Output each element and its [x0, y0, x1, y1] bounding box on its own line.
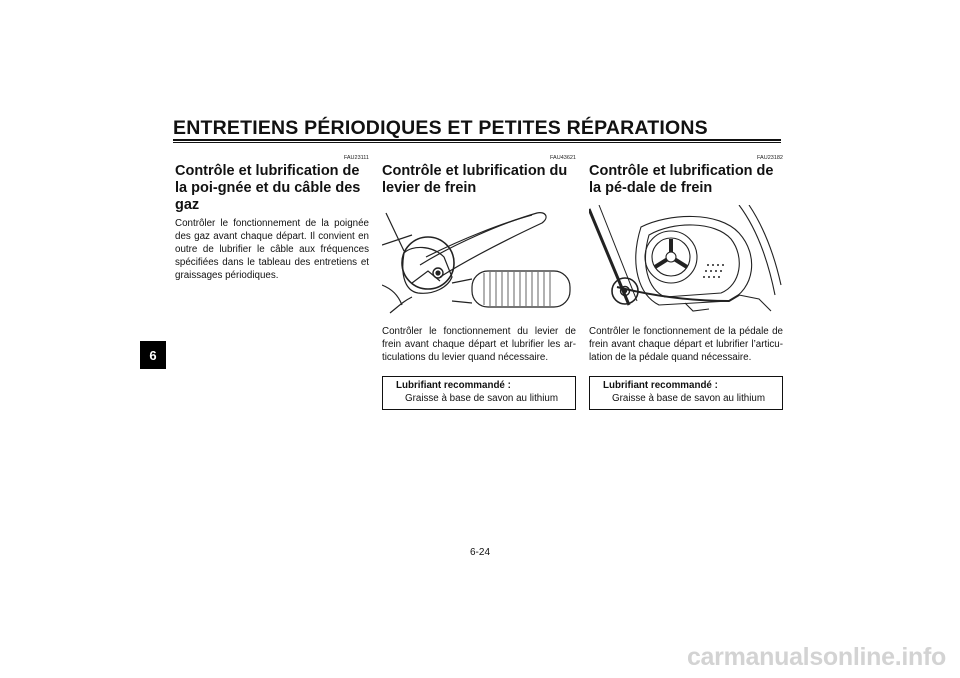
header-rule: [173, 139, 781, 141]
section-code: FAU23182: [757, 155, 783, 161]
section-heading: Contrôle et lubrification de la poi-gnée et du câble des gaz: [175, 163, 361, 213]
page-header-title: ENTRETIENS PÉRIODIQUES ET PETITES RÉPARATIONS: [173, 117, 708, 139]
section-code: FAU43621: [550, 155, 576, 161]
section-body: Contrôler le fonctionnement du levier de frein avant chaque départ et lubrifier les ar-ticulations du levier quand nécessaire.: [382, 326, 576, 363]
section-brake-lever: [382, 155, 576, 410]
lubricant-box: [589, 376, 783, 410]
section-heading: Contrôle et lubrification du levier de frein: [382, 163, 568, 196]
brake-pedal-illustration: [589, 205, 783, 315]
lubricant-value: Graisse à base de savon au lithium: [405, 392, 559, 404]
chapter-tab: 6: [140, 341, 166, 369]
section-body: Contrôler le fonctionnement de la poignée des gaz avant chaque départ. Il convient en outre de lubrifier le câble aux fréquences spécifiées dans le tableau des entretiens et graissages périodiques.: [175, 218, 369, 281]
section-body: Contrôler le fonctionnement de la pédale de frein avant chaque départ et lubrifier l’articu-lation de la pédale quand nécessaire.: [589, 326, 783, 363]
lubricant-label: Lubrifiant recommandé :: [396, 380, 511, 391]
section-heading: Contrôle et lubrification de la pé-dale de frein: [589, 163, 774, 196]
section-throttle: [175, 155, 369, 282]
brake-lever-illustration: [382, 205, 576, 315]
page-number: 6-24: [469, 547, 490, 558]
section-brake-pedal: [589, 155, 783, 410]
lubricant-box: [382, 376, 576, 410]
lubricant-label: Lubrifiant recommandé :: [603, 380, 718, 391]
header-rule-thin: [173, 142, 781, 143]
section-code: FAU23111: [343, 155, 369, 161]
lubricant-value: Graisse à base de savon au lithium: [612, 392, 766, 404]
watermark: carmanualsonline.info: [686, 643, 946, 671]
